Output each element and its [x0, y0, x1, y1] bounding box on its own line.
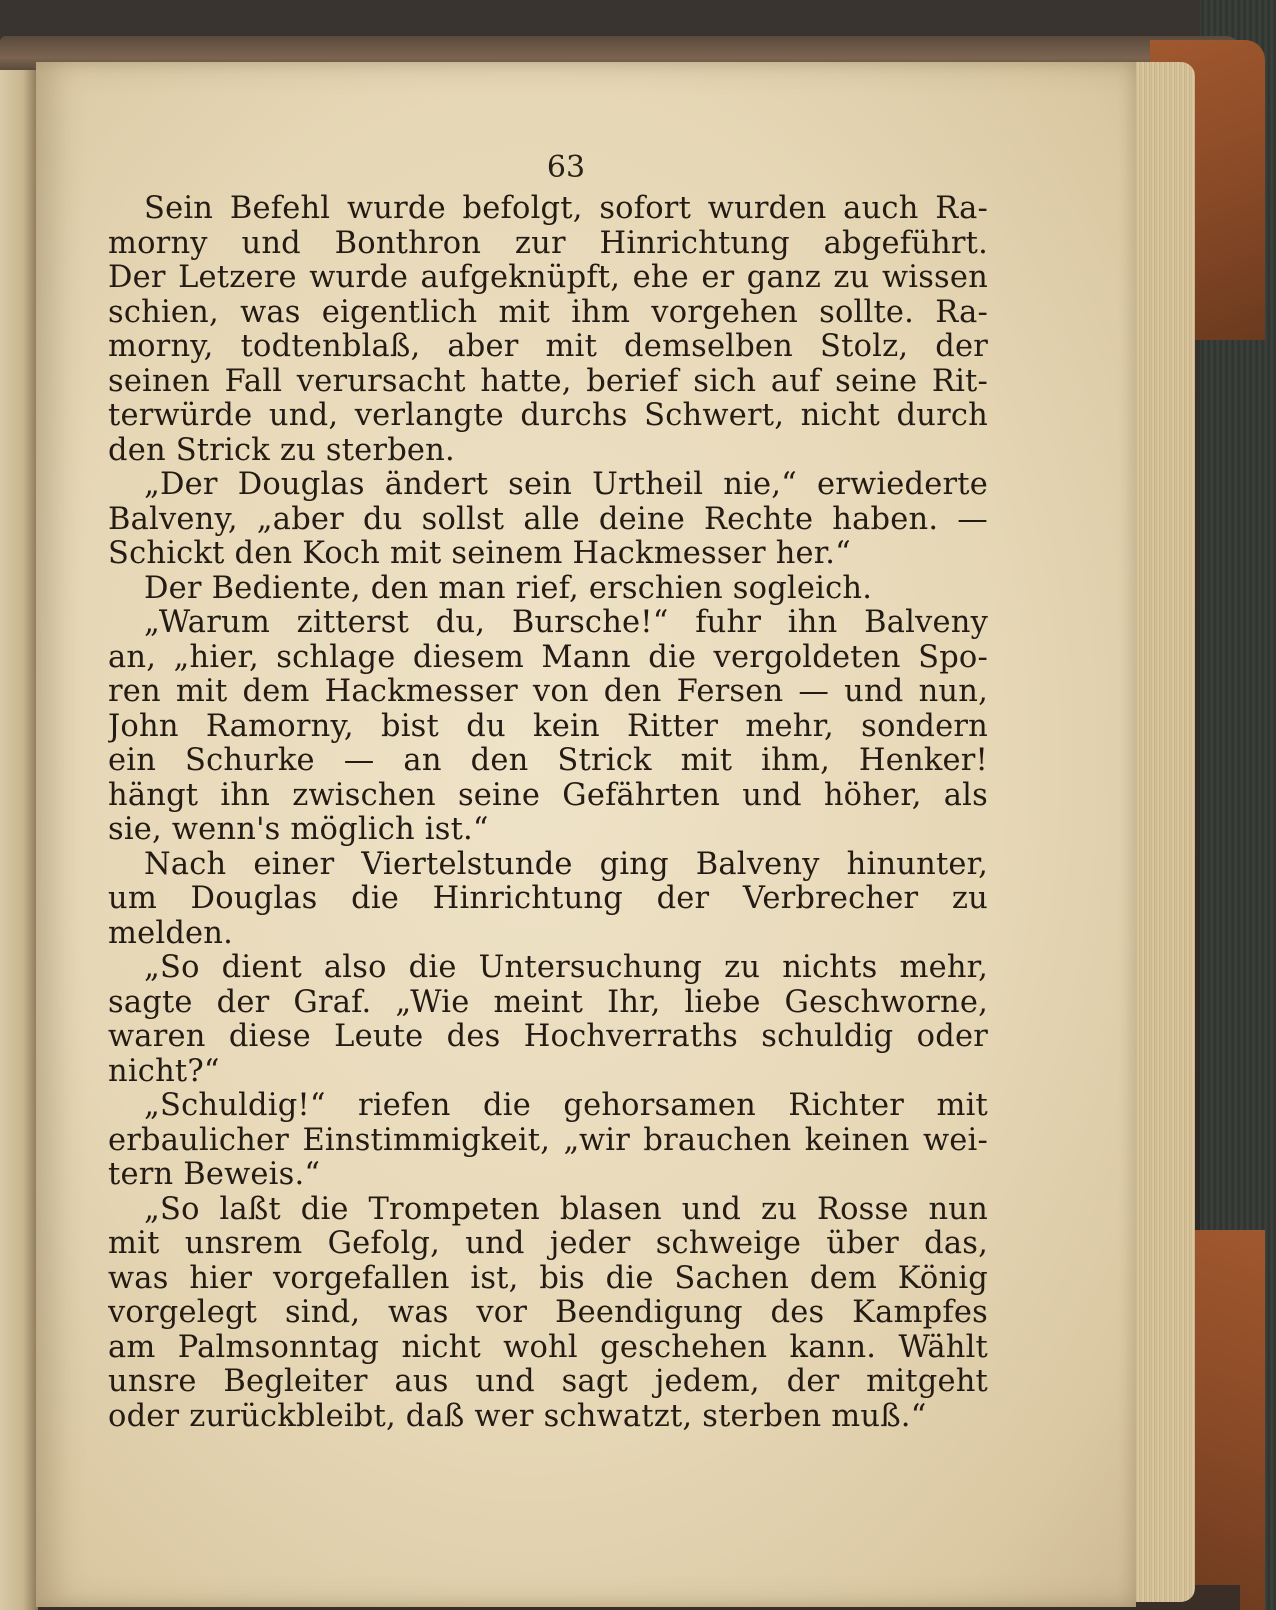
text-line: den Strick zu sterben. — [108, 433, 455, 468]
text-line: John Ramorny, bist du kein Ritter mehr, sondern — [108, 709, 988, 744]
text-line: tern Beweis.“ — [108, 1158, 321, 1192]
text-line: „Warum zitterst du, Bursche!“ fuhr ihn Balveny — [144, 606, 988, 640]
text-line: was hier vorgefallen ist, bis die Sachen dem König — [108, 1261, 988, 1296]
body-text — [108, 192, 988, 1434]
text-line: melden. — [108, 916, 234, 951]
text-line: ren mit dem Hackmesser von den Fersen — und nun, — [108, 675, 988, 709]
text-line: „So laßt die Trompeten blasen und zu Rosse nun — [144, 1192, 988, 1227]
text-line: terwürde und, verlangte durchs Schwert, nicht durch — [108, 399, 988, 433]
text-line: am Palmsonntag nicht wohl geschehen kann. Wählt — [108, 1330, 988, 1365]
text-line: vorgelegt sind, was vor Beendigung des Kampfes — [108, 1296, 988, 1330]
text-line: sie, wenn's möglich ist.“ — [108, 813, 489, 847]
text-line: Nach einer Viertelstunde ging Balveny hinunter, — [144, 847, 988, 882]
text-line: um Douglas die Hinrichtung der Verbrecher zu — [108, 882, 988, 916]
text-line: „Schuldig!“ riefen die gehorsamen Richter mit — [144, 1089, 988, 1123]
text-line: sagte der Graf. „Wie meint Ihr, liebe Geschworne, — [108, 985, 988, 1020]
text-line: ein Schurke — an den Strick mit ihm, Henker! — [108, 744, 988, 778]
text-line: „So dient also die Untersuchung zu nichts mehr, — [144, 951, 988, 985]
text-line: oder zurückbleibt, daß wer schwatzt, sterben muß.“ — [108, 1399, 927, 1434]
text-line: morny und Bonthron zur Hinrichtung abgeführt. — [108, 226, 988, 261]
text-line: Sein Befehl wurde befolgt, sofort wurden auch Ra- — [144, 192, 988, 226]
text-line: hängt ihn zwischen seine Gefährten und höher, als — [108, 778, 988, 813]
text-line: nicht?“ — [108, 1054, 220, 1089]
text-line: an, „hier, schlage diesem Mann die vergoldeten Spo- — [108, 640, 988, 675]
text-line: Schickt den Koch mit seinem Hackmesser her.“ — [108, 537, 851, 571]
text-line: seinen Fall verursacht hatte, berief sich auf seine Rit- — [108, 364, 988, 399]
text-line: erbaulicher Einstimmigkeit, „wir brauchen keinen wei- — [108, 1123, 988, 1158]
text-line: unsre Begleiter aus und sagt jedem, der mitgeht — [108, 1365, 988, 1399]
text-line: waren diese Leute des Hochverraths schuldig oder — [108, 1020, 988, 1054]
text-line: Der Letzere wurde aufgeknüpft, ehe er ganz zu wissen — [108, 261, 988, 295]
text-line: Balveny, „aber du sollst alle deine Rechte haben. — — [108, 502, 988, 537]
text-line: Der Bediente, den man rief, erschien sogleich. — [144, 571, 873, 606]
text-line: morny, todtenblaß, aber mit demselben Stolz, der — [108, 330, 988, 364]
page-number: 63 — [546, 150, 586, 185]
right-page — [36, 62, 1136, 1607]
text-line: „Der Douglas ändert sein Urtheil nie,“ erwiederte — [144, 468, 988, 502]
text-line: mit unsrem Gefolg, und jeder schweige über das, — [108, 1227, 988, 1261]
text-line: schien, was eigentlich mit ihm vorgehen sollte. Ra- — [108, 295, 988, 330]
left-page-sliver — [0, 70, 38, 1610]
